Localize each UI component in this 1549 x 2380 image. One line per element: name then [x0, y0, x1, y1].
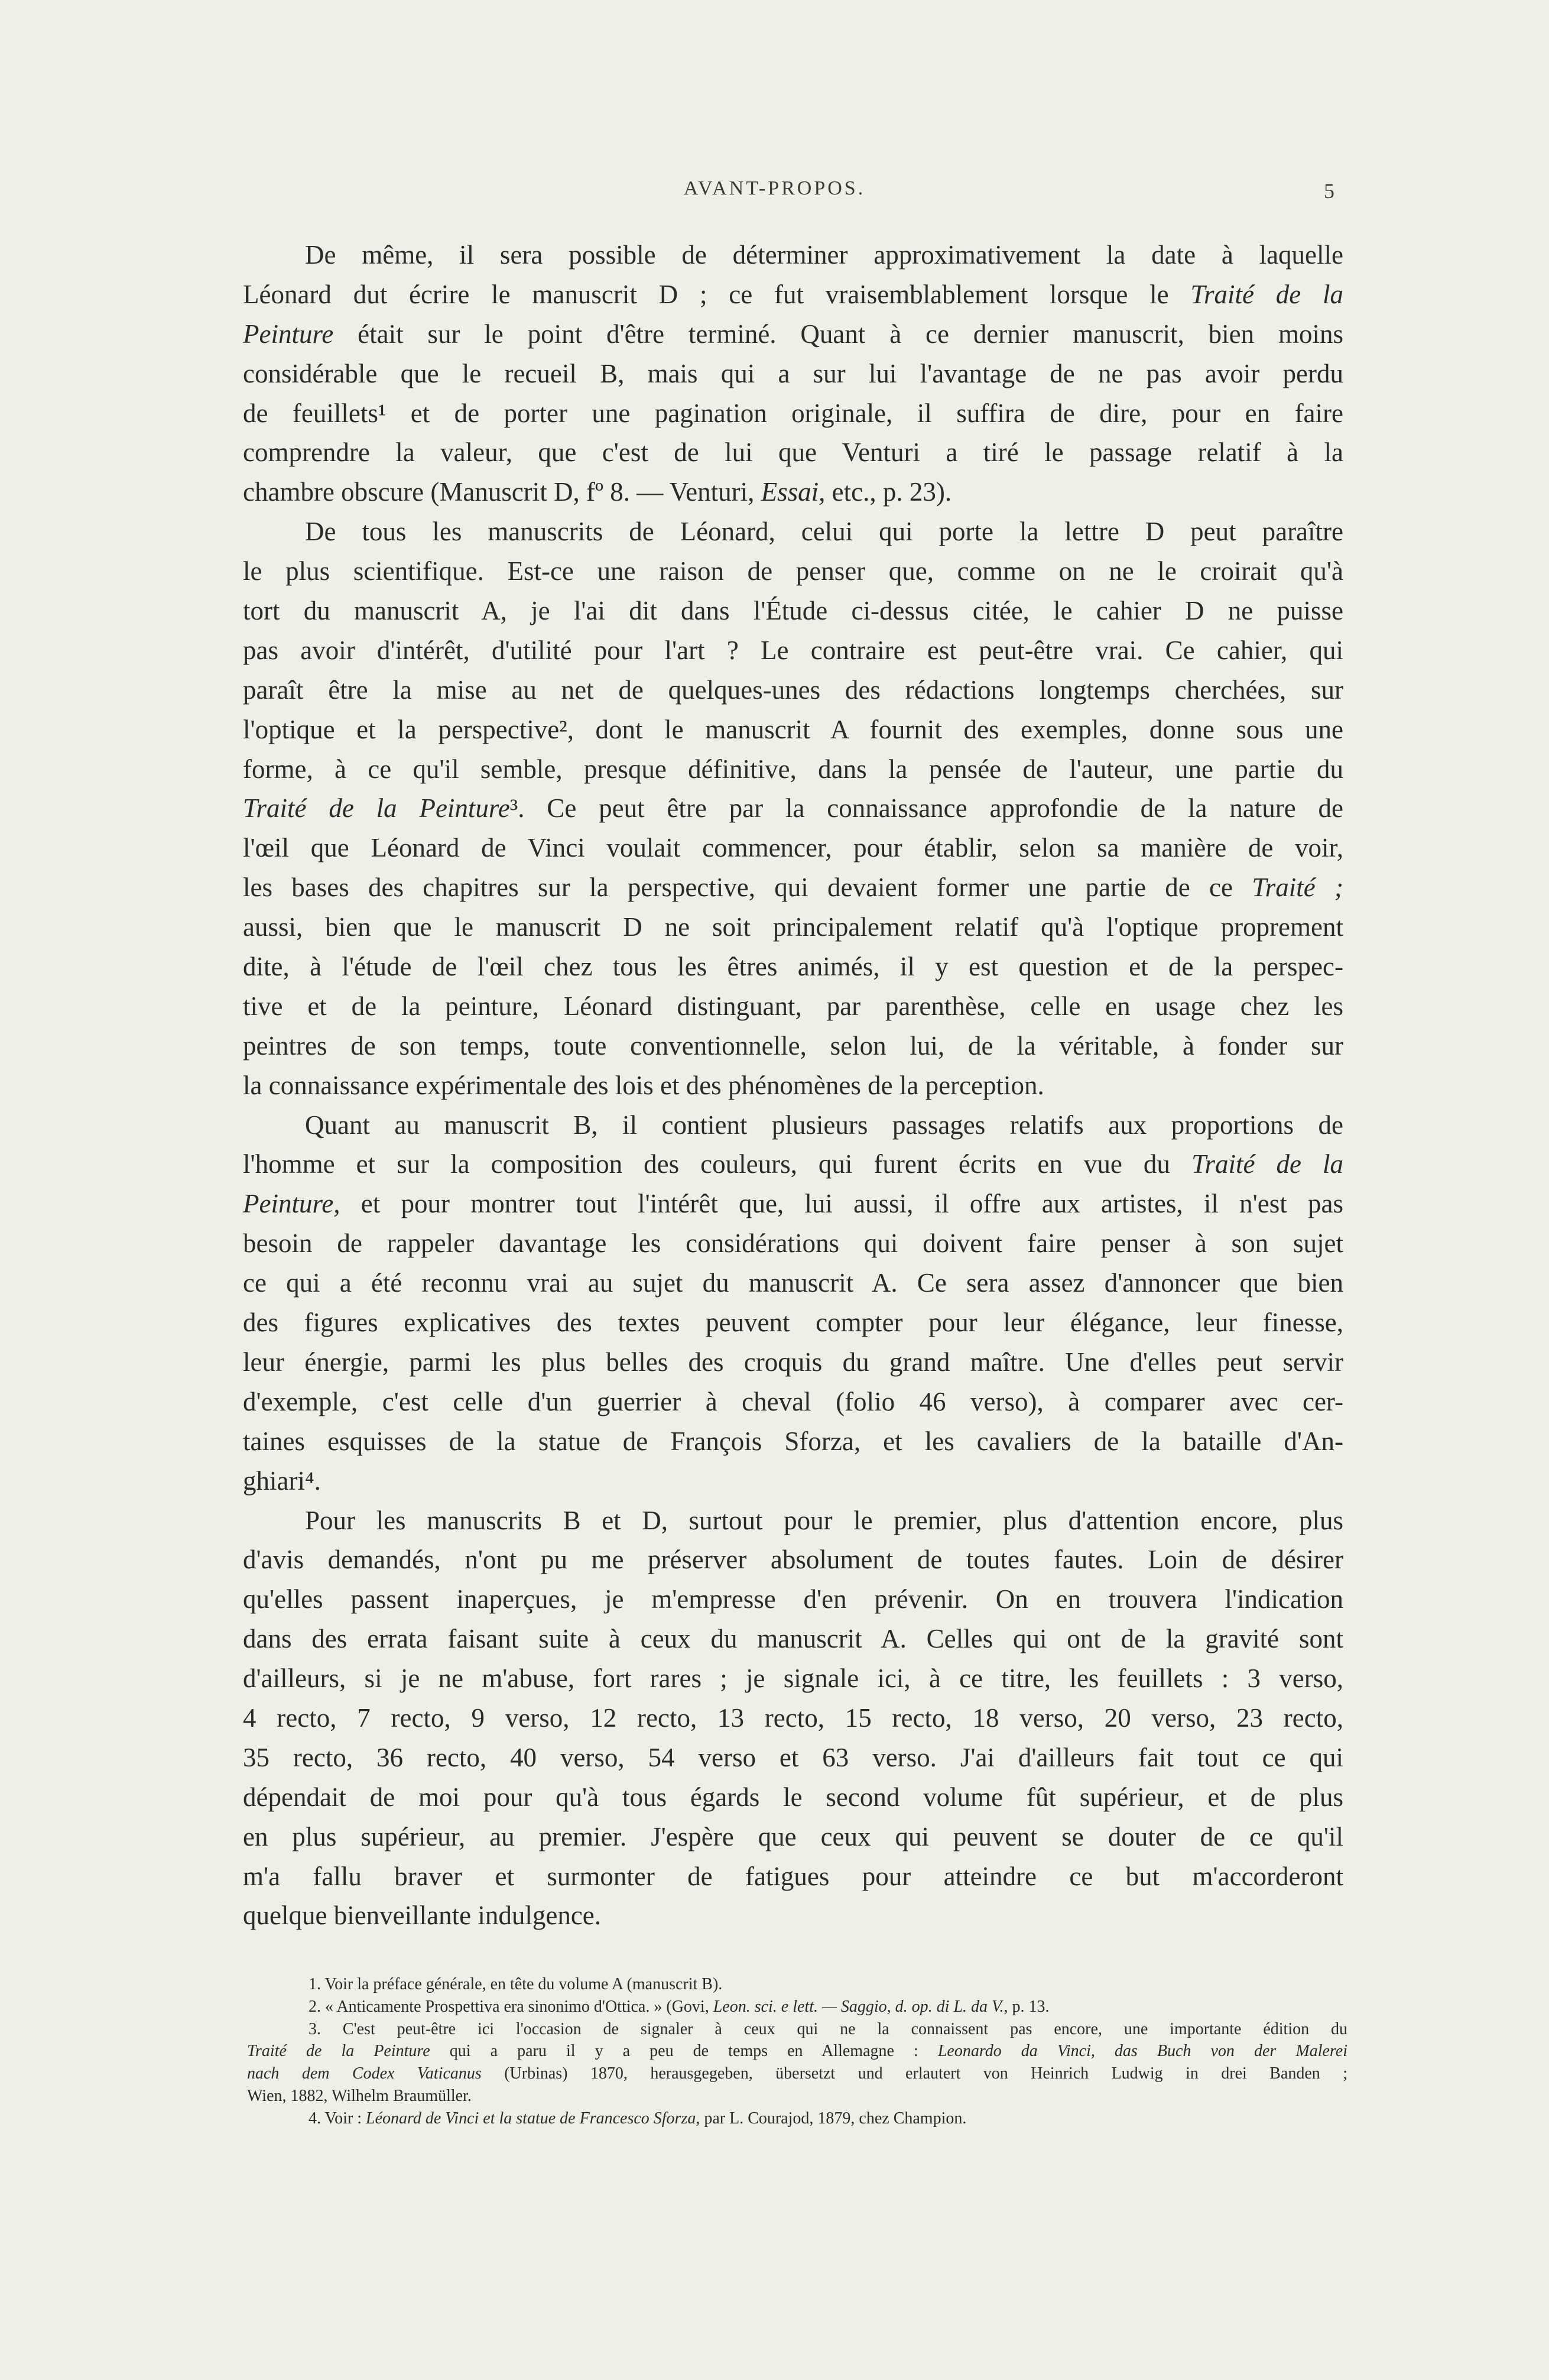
text-line [243, 1105, 1343, 1145]
text-line [243, 1738, 1343, 1778]
text-line [243, 1184, 1343, 1224]
text-line [243, 314, 1343, 354]
text-line [243, 1303, 1343, 1343]
italic-text: Leonardo da Vinci, das Buch von der Malerei [937, 2042, 1347, 2061]
text-segment: , p. 13. [1004, 1997, 1050, 2016]
footnotes [247, 1973, 1347, 2130]
text-line [243, 1857, 1343, 1896]
italic-text: Leon. sci. e lett. — Saggio, d. op. di L. da V. [713, 1997, 1004, 2016]
text-line [247, 2107, 1347, 2130]
text-line [243, 394, 1343, 433]
running-head: AVANT-PROPOS. [683, 177, 866, 199]
text-line [243, 710, 1343, 750]
text-line [243, 1343, 1343, 1382]
text-segment: leur énergie, parmi les plus belles des croquis du grand maître. Une d'elles peut servir [243, 1347, 1343, 1377]
text-line [243, 750, 1343, 789]
text-segment: (Urbinas) 1870, herausgegeben, übersetzt und erlautert von Heinrich Ludwig in drei Banden ; [481, 2064, 1348, 2083]
text-line [243, 512, 1343, 552]
text-segment: 35 recto, 36 recto, 40 verso, 54 verso et 63 verso. J'ai d'ailleurs fait tout ce qui [243, 1742, 1343, 1772]
text-segment: tive et de la peinture, Léonard distinguant, par parenthèse, celle en usage chez les [243, 991, 1343, 1021]
text-segment: les bases des chapitres sur la perspective, qui devaient former une partie de ce [243, 873, 1252, 903]
text-segment: de feuillets¹ et de porter une pagination originale, il suffira de dire, pour en faire [243, 398, 1343, 428]
text-segment: forme, à ce qu'il semble, presque définitive, dans la pensée de l'auteur, une partie du [243, 754, 1343, 784]
text-segment: dans des errata faisant suite à ceux du manuscrit A. Celles qui ont de la gravité sont [243, 1624, 1343, 1654]
text-segment: Pour les manuscrits B et D, surtout pour le premier, plus d'attention encore, plus [305, 1505, 1343, 1535]
text-segment: Léonard dut écrire le manuscrit D ; ce fut vraisemblablement lorsque le [243, 279, 1191, 309]
text-segment: ³. Ce peut être par la connaissance approfondie de la nature de [509, 793, 1343, 823]
paragraph [243, 1105, 1343, 1501]
text-segment: le plus scientifique. Est-ce une raison de penser que, comme on ne le croirait qu'à [243, 556, 1343, 586]
text-line [243, 789, 1343, 828]
footnote [247, 2107, 1347, 2130]
text-segment: 2. « Anticamente Prospettiva era sinonimo d'Ottica. » (Govi, [308, 1997, 713, 2016]
text-segment: besoin de rappeler davantage les considérations qui doivent faire penser à son sujet [243, 1228, 1343, 1259]
italic-text: Léonard de Vinci et la statue de Francesco Sforza, [366, 2109, 700, 2128]
text-segment: Quant au manuscrit B, il contient plusieurs passages relatifs aux proportions de [305, 1110, 1343, 1140]
text-line [243, 1778, 1343, 1817]
text-line [243, 1263, 1343, 1303]
text-segment: ce qui a été reconnu vrai au sujet du manuscrit A. Ce sera assez d'annoncer que bien [243, 1268, 1343, 1298]
italic-text: Essai, [761, 477, 826, 507]
text-segment: considérable que le recueil B, mais qui a sur lui l'avantage de ne pas avoir perdu [243, 358, 1343, 388]
page-number: 5 [1324, 179, 1334, 203]
text-segment: des figures explicatives des textes peuvent compter pour leur élégance, leur finesse, [243, 1308, 1343, 1338]
text-segment: et pour montrer tout l'intérêt que, lui aussi, il offre aux artistes, il n'est pas [340, 1189, 1343, 1219]
text-line [243, 907, 1343, 947]
text-line [243, 1501, 1343, 1541]
text-segment: la connaissance expérimentale des lois et des phénomènes de la perception. [243, 1070, 1044, 1100]
text-segment: 3. C'est peut-être ici l'occasion de signaler à ceux qui ne la connaissent pas encore, une importante édition du [308, 2019, 1347, 2038]
text-line [243, 1066, 1343, 1105]
text-segment: tort du manuscrit A, je l'ai dit dans l'Étude ci-dessus citée, le cahier D ne puisse [243, 596, 1343, 626]
text-segment: taines esquisses de la statue de François Sforza, et les cavaliers de la bataille d'An- [243, 1426, 1343, 1456]
text-line [247, 2040, 1347, 2063]
paragraph [243, 235, 1343, 512]
text-line [243, 947, 1343, 987]
italic-text: Peinture [243, 319, 334, 349]
text-line [243, 987, 1343, 1026]
text-segment: comprendre la valeur, que c'est de lui que Venturi a tiré le passage relatif à la [243, 437, 1343, 468]
text-segment: dépendait de moi pour qu'à tous égards le second volume fût supérieur, et de plus [243, 1782, 1343, 1812]
text-line [243, 670, 1343, 710]
italic-text: Traité ; [1252, 873, 1343, 903]
italic-text: Traité de la Peinture [247, 2042, 430, 2061]
text-line [243, 1224, 1343, 1263]
text-segment: d'exemple, c'est celle d'un guerrier à cheval (folio 46 verso), à comparer avec cer- [243, 1386, 1343, 1416]
italic-text: Traité de la [1190, 279, 1343, 309]
text-line [243, 1896, 1343, 1935]
text-segment: en plus supérieur, au premier. J'espère que ceux qui peuvent se douter de ce qu'il [243, 1821, 1343, 1852]
text-line [247, 2018, 1347, 2041]
text-line [243, 591, 1343, 631]
text-segment: De tous les manuscrits de Léonard, celui qui porte la lettre D peut paraître [305, 517, 1343, 547]
text-segment: etc., p. 23). [825, 477, 952, 507]
footnote [247, 1973, 1347, 1996]
text-line [243, 1540, 1343, 1580]
text-line [247, 2085, 1347, 2107]
text-line [243, 1580, 1343, 1619]
text-segment: chambre obscure (Manuscrit D, fº 8. — Venturi, [243, 477, 761, 507]
text-line [243, 1382, 1343, 1422]
text-segment: d'ailleurs, si je ne m'abuse, fort rares ; je signale ici, à ce titre, les feuillets : 3 verso, [243, 1664, 1343, 1694]
text-segment: 4. Voir : [308, 2109, 366, 2128]
text-segment: l'homme et sur la composition des couleurs, qui furent écrits en vue du [243, 1149, 1191, 1179]
text-line [247, 1996, 1347, 2018]
text-segment: d'avis demandés, n'ont pu me préserver absolument de toutes fautes. Loin de désirer [243, 1545, 1343, 1575]
text-line [243, 552, 1343, 591]
text-line [243, 472, 1343, 512]
text-segment: qui a paru il y a peu de temps en Allemagne : [430, 2042, 938, 2061]
text-line [243, 1619, 1343, 1659]
text-segment: paraît être la mise au net de quelques-unes des rédactions longtemps cherchées, sur [243, 675, 1343, 705]
italic-text: Traité de la Peinture [243, 793, 510, 823]
text-line [243, 868, 1343, 907]
text-segment: dite, à l'étude de l'œil chez tous les êtres animés, il y est question et de la perspec- [243, 952, 1343, 982]
text-line [243, 235, 1343, 275]
text-segment: aussi, bien que le manuscrit D ne soit principalement relatif qu'à l'optique proprement [243, 912, 1343, 942]
italic-text: Traité de la [1191, 1149, 1344, 1179]
text-segment: l'œil que Léonard de Vinci voulait commencer, pour établir, selon sa manière de voir, [243, 833, 1343, 863]
text-segment: pas avoir d'intérêt, d'utilité pour l'art ? Le contraire est peut-être vrai. Ce cahier, qui [243, 635, 1343, 665]
text-line [243, 1659, 1343, 1698]
text-line [247, 2063, 1347, 2085]
text-segment: De même, il sera possible de déterminer approximativement la date à laquelle [305, 240, 1343, 270]
text-line [243, 275, 1343, 314]
text-line [243, 1144, 1343, 1184]
text-segment: Wien, 1882, Wilhelm Braumüller. [247, 2086, 472, 2105]
text-segment: qu'elles passent inaperçues, je m'empresse d'en prévenir. On en trouvera l'indication [243, 1584, 1343, 1614]
text-line [243, 1698, 1343, 1738]
footnote [247, 2018, 1347, 2107]
text-segment: par L. Courajod, 1879, chez Champion. [700, 2109, 967, 2128]
text-line [247, 1973, 1347, 1996]
footnote [247, 1996, 1347, 2018]
italic-text: nach dem Codex Vaticanus [247, 2064, 482, 2083]
text-line [243, 631, 1343, 670]
text-segment: ghiari⁴. [243, 1465, 321, 1496]
text-segment: 1. Voir la préface générale, en tête du volume A (manuscrit B). [308, 1975, 723, 1993]
italic-text: Peinture, [243, 1189, 340, 1219]
text-segment: quelque bienveillante indulgence. [243, 1901, 602, 1931]
text-line [243, 1817, 1343, 1857]
text-line [243, 1026, 1343, 1066]
text-line [243, 433, 1343, 472]
text-line [243, 354, 1343, 394]
text-segment: était sur le point d'être terminé. Quant à ce dernier manuscrit, bien moins [333, 319, 1343, 349]
paragraph [243, 512, 1343, 1105]
text-line [243, 828, 1343, 868]
text-segment: l'optique et la perspective², dont le manuscrit A fournit des exemples, donne sous une [243, 714, 1343, 744]
text-line [243, 1422, 1343, 1461]
main-text [243, 235, 1343, 1935]
text-segment: peintres de son temps, toute conventionnelle, selon lui, de la véritable, à fonder sur [243, 1030, 1343, 1061]
text-line [243, 1461, 1343, 1501]
text-segment: 4 recto, 7 recto, 9 verso, 12 recto, 13 recto, 15 recto, 18 verso, 20 verso, 23 recto, [243, 1703, 1343, 1733]
text-segment: m'a fallu braver et surmonter de fatigues pour atteindre ce but m'accorderont [243, 1861, 1343, 1891]
paragraph [243, 1501, 1343, 1936]
